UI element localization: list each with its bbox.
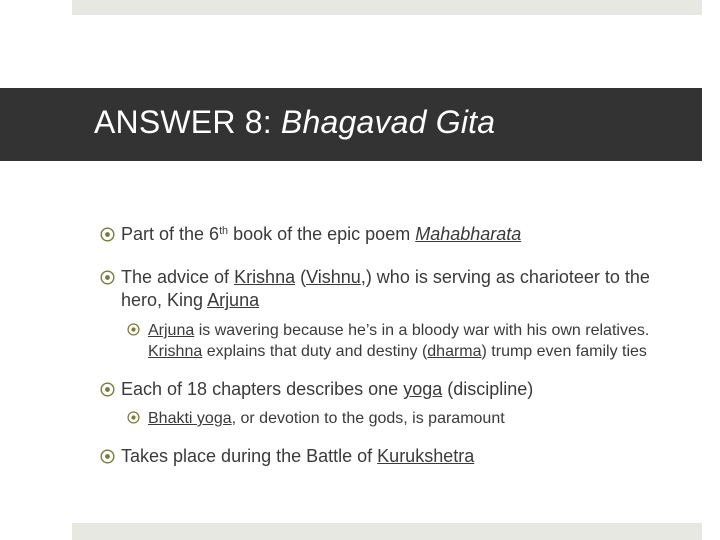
sub-bullet-item-3a: Bhakti yoga, or devotion to the gods, is paramount [127,408,690,429]
top-decor-bar [72,0,702,15]
link-krishna[interactable]: Krishna [148,343,203,360]
link-krishna[interactable]: Krishna [234,267,296,287]
bullet-item-1: Part of the 6th book of the epic poem Mahabharata [100,223,690,246]
link-mahabharata[interactable]: Mahabharata [415,224,522,244]
link-vishnu[interactable]: Vishnu [306,267,361,287]
slide-title: ANSWER 8: Bhagavad Gita [94,104,496,140]
bottom-decor-bar [72,523,702,540]
bullet-list [100,204,690,468]
bullet-item-2: The advice of Krishna (Vishnu,) who is serving as charioteer to the hero, King Arjuna [100,266,690,312]
link-dharma[interactable]: dharma [427,343,482,360]
link-yoga[interactable]: yoga [403,379,443,399]
link-bhakti-yoga[interactable]: Bhakti yoga [148,410,232,427]
bullet-item-4: Takes place during the Battle of Kurukshetra [100,445,690,468]
bullet-item-3: Each of 18 chapters describes one yoga (discipline) [100,378,690,401]
link-arjuna[interactable]: Arjuna [207,290,260,310]
link-kurukshetra[interactable]: Kurukshetra [377,446,475,466]
target-bullet-icon [100,449,115,464]
link-arjuna[interactable]: Arjuna [148,322,195,339]
target-bullet-icon [127,323,140,336]
target-bullet-icon [100,270,115,285]
target-bullet-icon [100,227,115,242]
sub-bullet-item-2a: Arjuna is wavering because he’s in a bloody war with his own relatives. Krishna explains that duty and destiny (dharma) trump even family ties [127,320,690,362]
target-bullet-icon [100,382,115,397]
target-bullet-icon [127,411,140,424]
